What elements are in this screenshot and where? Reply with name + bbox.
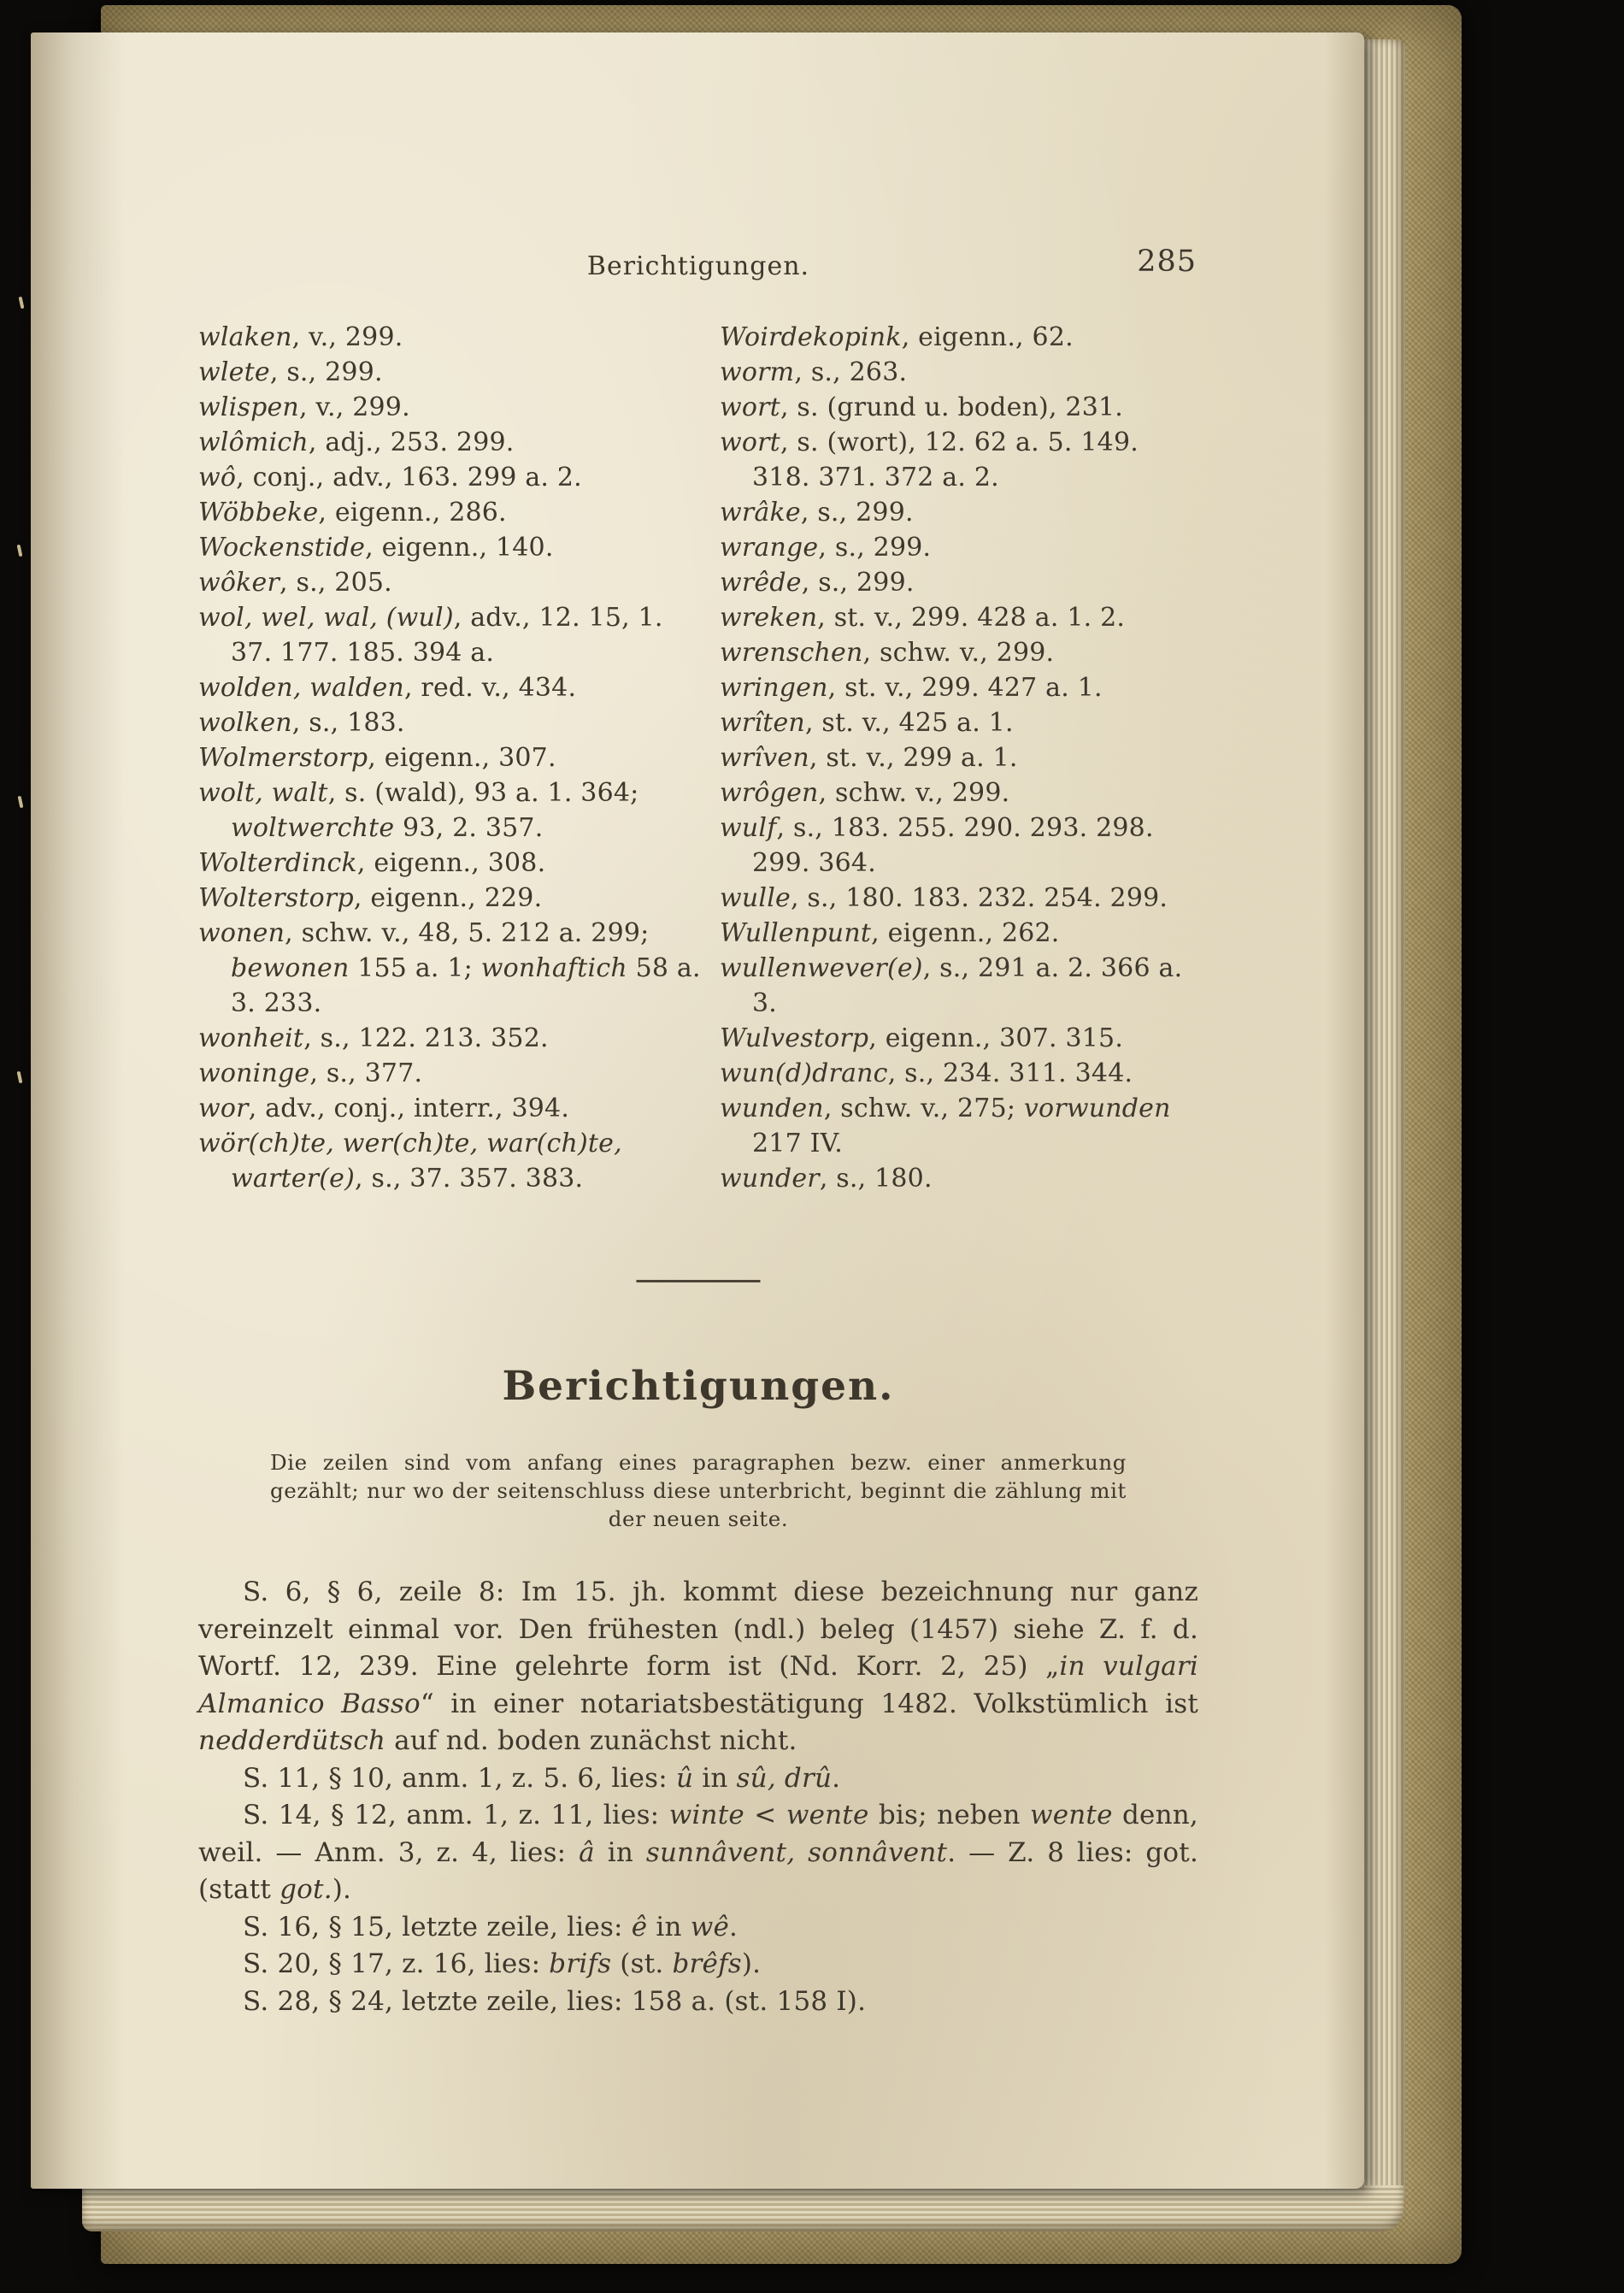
index-entry: Wockenstide, eigenn., 140. [198,533,554,563]
index-entry: Wöbbeke, eigenn., 286. [198,498,507,528]
binding-stitch [17,545,23,557]
correction-paragraph: S. 20, § 17, z. 16, lies: brifs (st. brêfs). [243,1948,762,1979]
index-entry: wrôgen, schw. v., 299. [720,778,1010,808]
index-entry: wullenwever(e), s., 291 a. 2. 366 a. 3. [720,953,1183,1018]
fore-edge-shadow [1325,32,1364,2189]
gutter-shadow [31,32,125,2189]
index-entry: wulf, s., 183. 255. 290. 293. 298. 299. 364. [720,813,1154,878]
index-entry: Wolterstorp, eigenn., 229. [198,883,543,913]
index-entry: wort, s. (wort), 12. 62 a. 5. 149. 318. 371. 372 a. 2. [720,427,1139,492]
index-entry: wunder, s., 180. [720,1164,933,1194]
index-entry: wô, conj., adv., 163. 299 a. 2. [198,463,582,492]
index-entry: wrîten, st. v., 425 a. 1. [720,708,1014,738]
section-divider [637,1280,761,1282]
running-head: Berichtigungen. [586,251,810,281]
binding-stitch [17,1071,23,1084]
index-entry: wrêde, s., 299. [720,568,915,598]
section-title: Berichtigungen. [502,1363,895,1410]
index-entry: wlispen, v., 299. [198,392,410,422]
index-entry: woninge, s., 377. [198,1058,423,1088]
book-page [31,32,1364,2189]
index-column-right [720,320,1198,1196]
page-number: 285 [1137,245,1197,279]
index-entry: wrenschen, schw. v., 299. [720,638,1055,668]
index-entry: wlete, s., 299. [198,357,383,387]
binding-stitch [18,796,24,809]
index-entry: Wullenpunt, eigenn., 262. [720,918,1060,948]
index-entry: worm, s., 263. [720,357,908,387]
index-entry: wort, s. (grund u. boden), 231. [720,392,1124,422]
corrections-list [198,1574,1198,2020]
index-entry: Wolmerstorp, eigenn., 307. [198,743,556,773]
index-entry: wringen, st. v., 299. 427 a. 1. [720,673,1103,703]
index-column-left [198,320,707,1196]
index-entry: wlaken, v., 299. [198,322,403,352]
section-intro: Die zeilen sind vom anfang eines paragraphen bezw. einer anmerkung gezählt; nur wo der seitenschluss diese unterbricht, beginnt die zählung mit der neuen seite. [270,1450,1127,1531]
correction-paragraph: S. 14, § 12, anm. 1, z. 11, lies: winte < wente bis; neben wente denn, weil. — Anm. 3, z. 4, lies: â in sunnâvent, sonnâvent. — Z. 8 lies: got. (statt got.). [198,1800,1198,1905]
page-stack-bottom-edge [82,2185,1403,2231]
correction-paragraph: S. 6, § 6, zeile 8: Im 15. jh. kommt diese bezeichnung nur ganz vereinzelt einmal vor. Den frühesten (ndl.) beleg (1457) siehe Z. f. d. Wortf. 12, 239. Eine gelehrte form ist (Nd. Korr. 2, 25) „in vulgari Almanico Basso“ in einer notariatsbestätigung 1482. Volkstümlich ist nedderdütsch auf nd. boden zunächst nicht. [198,1577,1198,1756]
index-entry: wor, adv., conj., interr., 394. [198,1093,570,1123]
correction-paragraph: S. 11, § 10, anm. 1, z. 5. 6, lies: û in sû, drû. [243,1762,841,1794]
index-entry: wrâke, s., 299. [720,498,914,528]
page-stack-fore-edge [1362,39,1405,2206]
index-entry: wulle, s., 180. 183. 232. 254. 299. [720,883,1168,913]
index-entry: wrange, s., 299. [720,533,932,563]
index-entry: wlômich, adj., 253. 299. [198,427,515,457]
binding-stitch [19,297,25,309]
index-entry: wör(ch)te, wer(ch)te, war(ch)te, warter(e), s., 37. 357. 383. [198,1129,622,1194]
index-entry: Wolterdinck, eigenn., 308. [198,848,546,878]
index-entry: Wulvestorp, eigenn., 307. 315. [720,1023,1124,1053]
index-entry: Woirdekopink, eigenn., 62. [720,322,1074,352]
index-entry: wôker, s., 205. [198,568,392,598]
index-entry: wun(d)dranc, s., 234. 311. 344. [720,1058,1133,1088]
index-entry: wol, wel, wal, (wul), adv., 12. 15, 1. 37. 177. 185. 394 a. [198,603,663,668]
index-entry: wreken, st. v., 299. 428 a. 1. 2. [720,603,1126,633]
correction-paragraph: S. 28, § 24, letzte zeile, lies: 158 a. (st. 158 I). [243,1985,867,2017]
index-entry: wunden, schw. v., 275; vorwunden 217 IV. [720,1093,1171,1158]
page-header [198,245,1198,292]
correction-paragraph: S. 16, § 15, letzte zeile, lies: ê in wê. [243,1911,738,1942]
index-entry: wolken, s., 183. [198,708,405,738]
index-entry: wonheit, s., 122. 213. 352. [198,1023,549,1053]
index-entry: wonen, schw. v., 48, 5. 212 a. 299; bewonen 155 a. 1; wonhaftich 58 a. 3. 233. [198,918,701,1018]
index-entry: wolt, walt, s. (wald), 93 a. 1. 364; woltwerchte 93, 2. 357. [198,778,639,843]
index-columns [198,320,1198,1196]
index-entry: wrîven, st. v., 299 a. 1. [720,743,1018,773]
index-entry: wolden, walden, red. v., 434. [198,673,577,703]
